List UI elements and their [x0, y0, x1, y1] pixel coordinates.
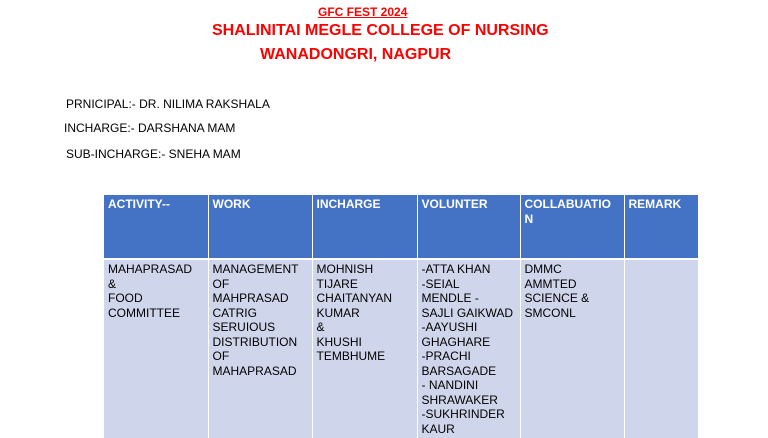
principal-line: PRNICIPAL:- DR. NILIMA RAKSHALA [66, 97, 270, 111]
activity-table [104, 195, 698, 438]
fest-title: GFC FEST 2024 [318, 5, 408, 19]
cell-work: MANAGEMENT OF MAHPRASAD CATRIG SERUIOUS DISTRIBUTION OF MAHAPRASAD [208, 259, 312, 438]
cell-collabuation: DMMC AMMTED SCIENCE & SMCONL [520, 259, 624, 438]
cell-activity: MAHAPRASAD & FOOD COMMITTEE [104, 259, 208, 438]
table-header-row [104, 195, 698, 259]
cell-remark [624, 259, 698, 438]
college-location: WANADONGRI, NAGPUR [260, 46, 452, 63]
subincharge-line: SUB-INCHARGE:- SNEHA MAM [66, 147, 241, 161]
header-incharge: INCHARGE [312, 195, 417, 259]
incharge-line: INCHARGE:- DARSHANA MAM [64, 121, 236, 135]
cell-incharge: MOHNISH TIJARE CHAITANYAN KUMAR & KHUSHI TEMBHUME [312, 259, 417, 438]
header-volunter: VOLUNTER [417, 195, 520, 259]
header-collabuation: COLLABUATIO N [520, 195, 624, 259]
cell-volunter: -ATTA KHAN -SEIAL MENDLE - SAJLI GAIKWAD -AAYUSHI GHAGHARE -PRACHI BARSAGADE - NANDINI SHRAWAKER -SUKHRINDER KAUR [417, 259, 520, 438]
header-work: WORK [208, 195, 312, 259]
header-activity: ACTIVITY-- [104, 195, 208, 259]
table-row [104, 259, 698, 438]
header-remark: REMARK [624, 195, 698, 259]
college-name: SHALINITAI MEGLE COLLEGE OF NURSING [212, 22, 549, 39]
